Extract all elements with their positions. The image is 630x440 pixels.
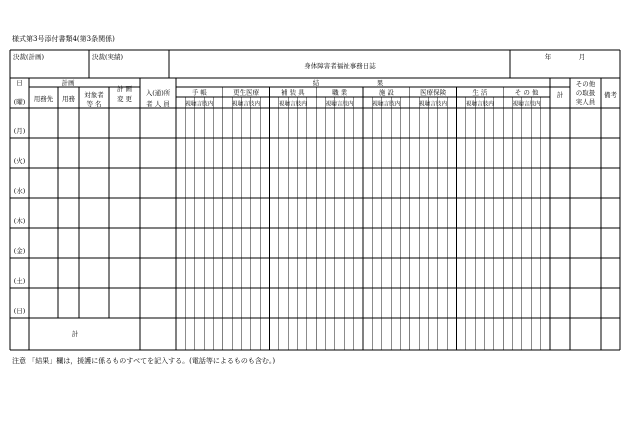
taishosha-header-2: 等 名 (86, 100, 102, 108)
month-label: 月 (578, 53, 586, 61)
sub-labels-4: 視聴言肢内 (372, 101, 401, 108)
keikaku-header-2: 変 更 (116, 95, 133, 103)
plan-header: 計画 (61, 79, 75, 87)
kessai-actual-label: 決裁(実績) (92, 53, 124, 61)
group-label-5: 医療保険 (420, 88, 447, 97)
day-label-5: (土) (13, 277, 26, 285)
total-row-label: 計 (71, 330, 79, 338)
sonota-header-1: その他 (575, 80, 596, 88)
sub-labels-2: 視聴言肢内 (278, 101, 307, 108)
day-label-4: (金) (13, 247, 26, 255)
year-label: 年 (544, 53, 552, 61)
sonota-header-2: の取扱 (575, 89, 596, 97)
results-header-right: 果 (376, 79, 384, 87)
day-header: 日 (16, 79, 23, 87)
group-label-4: 施 設 (378, 88, 394, 97)
youbi-header: (曜) (13, 98, 26, 106)
nyusho-header-2: 者 人 員 (146, 100, 170, 108)
results-header-left: 結 (312, 79, 320, 87)
group-label-7: そ の 他 (514, 88, 539, 97)
yoshosaki-header: 用務先 (33, 95, 54, 103)
group-label-1: 更生医療 (233, 88, 260, 97)
group-label-2: 補 装 具 (281, 88, 305, 97)
youmu-header: 用務 (62, 95, 75, 103)
keikaku-header-1: 計 画 (116, 85, 133, 93)
sub-labels-1: 視聴言肢内 (232, 101, 261, 108)
day-label-3: (木) (13, 217, 26, 225)
sub-labels-6: 視聴言肢内 (465, 101, 494, 108)
form-title: 様式第3号添付書類4(第3条関係) (12, 35, 115, 43)
sub-labels-0: 視聴言肢内 (185, 101, 214, 108)
day-label-1: (火) (13, 157, 26, 165)
sub-labels-7: 視聴言肢内 (512, 101, 541, 108)
group-label-3: 職 業 (332, 88, 348, 97)
group-label-6: 生 活 (472, 88, 488, 97)
kessai-plan-label: 決裁(計画) (13, 53, 45, 61)
total-header: 計 (556, 91, 564, 99)
group-label-0: 手 帳 (191, 88, 207, 97)
day-label-6: (日) (13, 307, 26, 315)
form-labels (13, 52, 618, 338)
day-label-2: (水) (13, 187, 26, 195)
nyusho-header-1: 入(通)所 (145, 89, 171, 97)
taishosha-header-1: 対象者 (84, 91, 104, 99)
day-label-0: (月) (13, 127, 26, 135)
doc-title: 身体障害者福祉事務日誌 (304, 62, 376, 70)
sub-labels-3: 視聴言肢内 (325, 101, 354, 108)
note-text: 注意 「結果」欄は，援護に係るものすべてを記入する。(電話等によるものも含む。) (12, 357, 276, 365)
biko-header: 備考 (604, 91, 617, 99)
sub-labels-5: 視聴言肢内 (419, 101, 448, 108)
sonota-header-3: 実人員 (575, 98, 596, 106)
